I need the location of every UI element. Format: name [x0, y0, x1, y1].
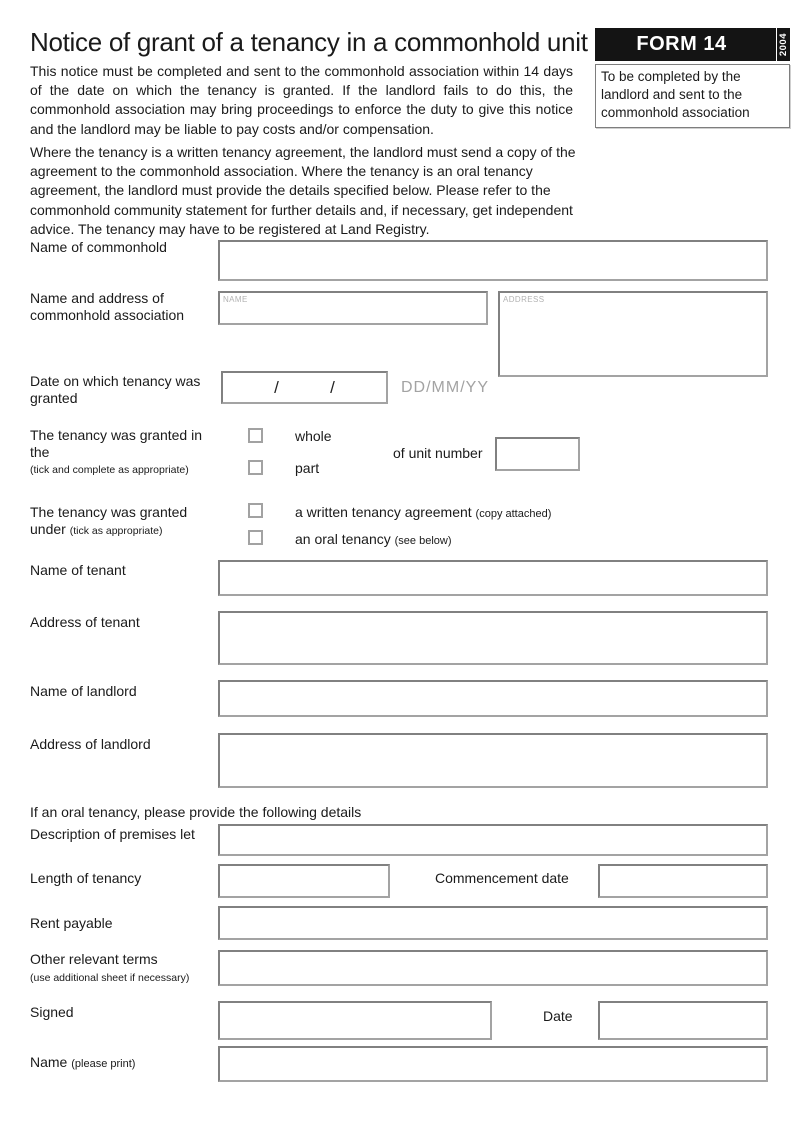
part-label: part	[295, 460, 320, 476]
tenant-address-label: Address of tenant	[30, 614, 140, 630]
page-title: Notice of grant of a tenancy in a commonhold unit	[30, 27, 588, 57]
tenancy-length-label: Length of tenancy	[30, 870, 142, 886]
print-name-input[interactable]	[218, 1046, 768, 1082]
oral-tenancy-label: an oral tenancy (see below)	[295, 531, 452, 547]
oral-tenancy-note: (see below)	[394, 535, 452, 547]
tenant-address-input[interactable]	[218, 611, 768, 665]
tenant-name-input[interactable]	[218, 560, 768, 596]
intro-paragraph-2: Where the tenancy is a written tenancy agreement, the landlord must send a copy of the agreement to the commonhold association. Where the tenancy is an oral tenancy agreement, the landlord must provide the details specified below. Please refer to the commonhold community statement for further details and, if necessary, get independent advice. The tenancy may have to be registered at Land Registry.	[30, 144, 576, 237]
landlord-name-input[interactable]	[218, 680, 768, 717]
tenancy-length-input[interactable]	[218, 864, 390, 898]
landlord-address-input[interactable]	[218, 733, 768, 788]
tenant-name-label: Name of tenant	[30, 562, 126, 578]
date-granted-label: Date on which tenancy was granted	[30, 373, 201, 406]
sign-date-label: Date	[543, 1008, 573, 1024]
signed-input[interactable]	[218, 1001, 492, 1040]
other-terms-input[interactable]	[218, 950, 768, 986]
written-agreement-checkbox[interactable]	[248, 503, 263, 518]
landlord-name-label: Name of landlord	[30, 683, 137, 699]
date-format-hint: DD/MM/YY	[401, 379, 489, 396]
year-badge	[776, 28, 789, 61]
granted-under-label: The tenancy was granted under (tick as appropriate)	[30, 504, 188, 537]
association-name-placeholder: NAME	[223, 295, 248, 304]
sign-date-input[interactable]	[598, 1001, 768, 1040]
granted-in-label: The tenancy was granted in the (tick and complete as appropriate)	[30, 427, 202, 476]
premises-input[interactable]	[218, 824, 768, 856]
association-address-input[interactable]	[498, 291, 768, 377]
date-separator: /	[330, 377, 335, 397]
signed-label: Signed	[30, 1004, 74, 1020]
rent-input[interactable]	[218, 906, 768, 940]
rent-label: Rent payable	[30, 915, 113, 931]
commencement-date-label: Commencement date	[435, 870, 569, 886]
print-name-label: Name (please print)	[30, 1054, 136, 1070]
date-granted-input[interactable]	[221, 371, 388, 404]
landlord-address-label: Address of landlord	[30, 736, 151, 752]
commonhold-name-input[interactable]	[218, 240, 768, 281]
premises-label: Description of premises let	[30, 826, 195, 842]
form-number-label: FORM 14	[636, 33, 727, 55]
association-address-placeholder: ADDRESS	[503, 295, 545, 304]
print-name-note: (please print)	[71, 1058, 136, 1070]
other-terms-note: (use additional sheet if necessary)	[30, 971, 190, 984]
oral-details-heading: If an oral tenancy, please provide the following details	[30, 804, 362, 820]
other-terms-label: Other relevant terms (use additional sheet if necessary)	[30, 951, 190, 984]
oral-tenancy-checkbox[interactable]	[248, 530, 263, 545]
whole-label: whole	[295, 428, 332, 444]
written-agreement-note: (copy attached)	[475, 508, 552, 520]
unit-number-input[interactable]	[495, 437, 580, 471]
completion-note: To be completed by the landlord and sent to the commonhold association	[595, 64, 790, 128]
intro-paragraph-1: This notice must be completed and sent to the commonhold association within 14 days of the date on which the tenancy is granted. If the landlord fails to do this, the commonhold association may bring proceedings to enforce the duty to give this notice and the landlord may be liable to pay costs and/or compensation.	[30, 63, 573, 137]
unit-number-label: of unit number	[393, 445, 483, 461]
association-label: Name and address of commonhold association	[30, 290, 185, 323]
commonhold-name-label: Name of commonhold	[30, 239, 167, 255]
granted-in-note: (tick and complete as appropriate)	[30, 464, 189, 476]
form-number-badge	[595, 28, 790, 61]
whole-checkbox[interactable]	[248, 428, 263, 443]
association-name-input[interactable]	[218, 291, 488, 325]
granted-under-note: (tick as appropriate)	[69, 524, 163, 537]
year-badge-label: 2004	[778, 32, 789, 57]
date-separator: /	[274, 377, 279, 397]
written-agreement-label: a written tenancy agreement (copy attached)	[295, 504, 552, 520]
part-checkbox[interactable]	[248, 460, 263, 475]
commencement-date-input[interactable]	[598, 864, 768, 898]
